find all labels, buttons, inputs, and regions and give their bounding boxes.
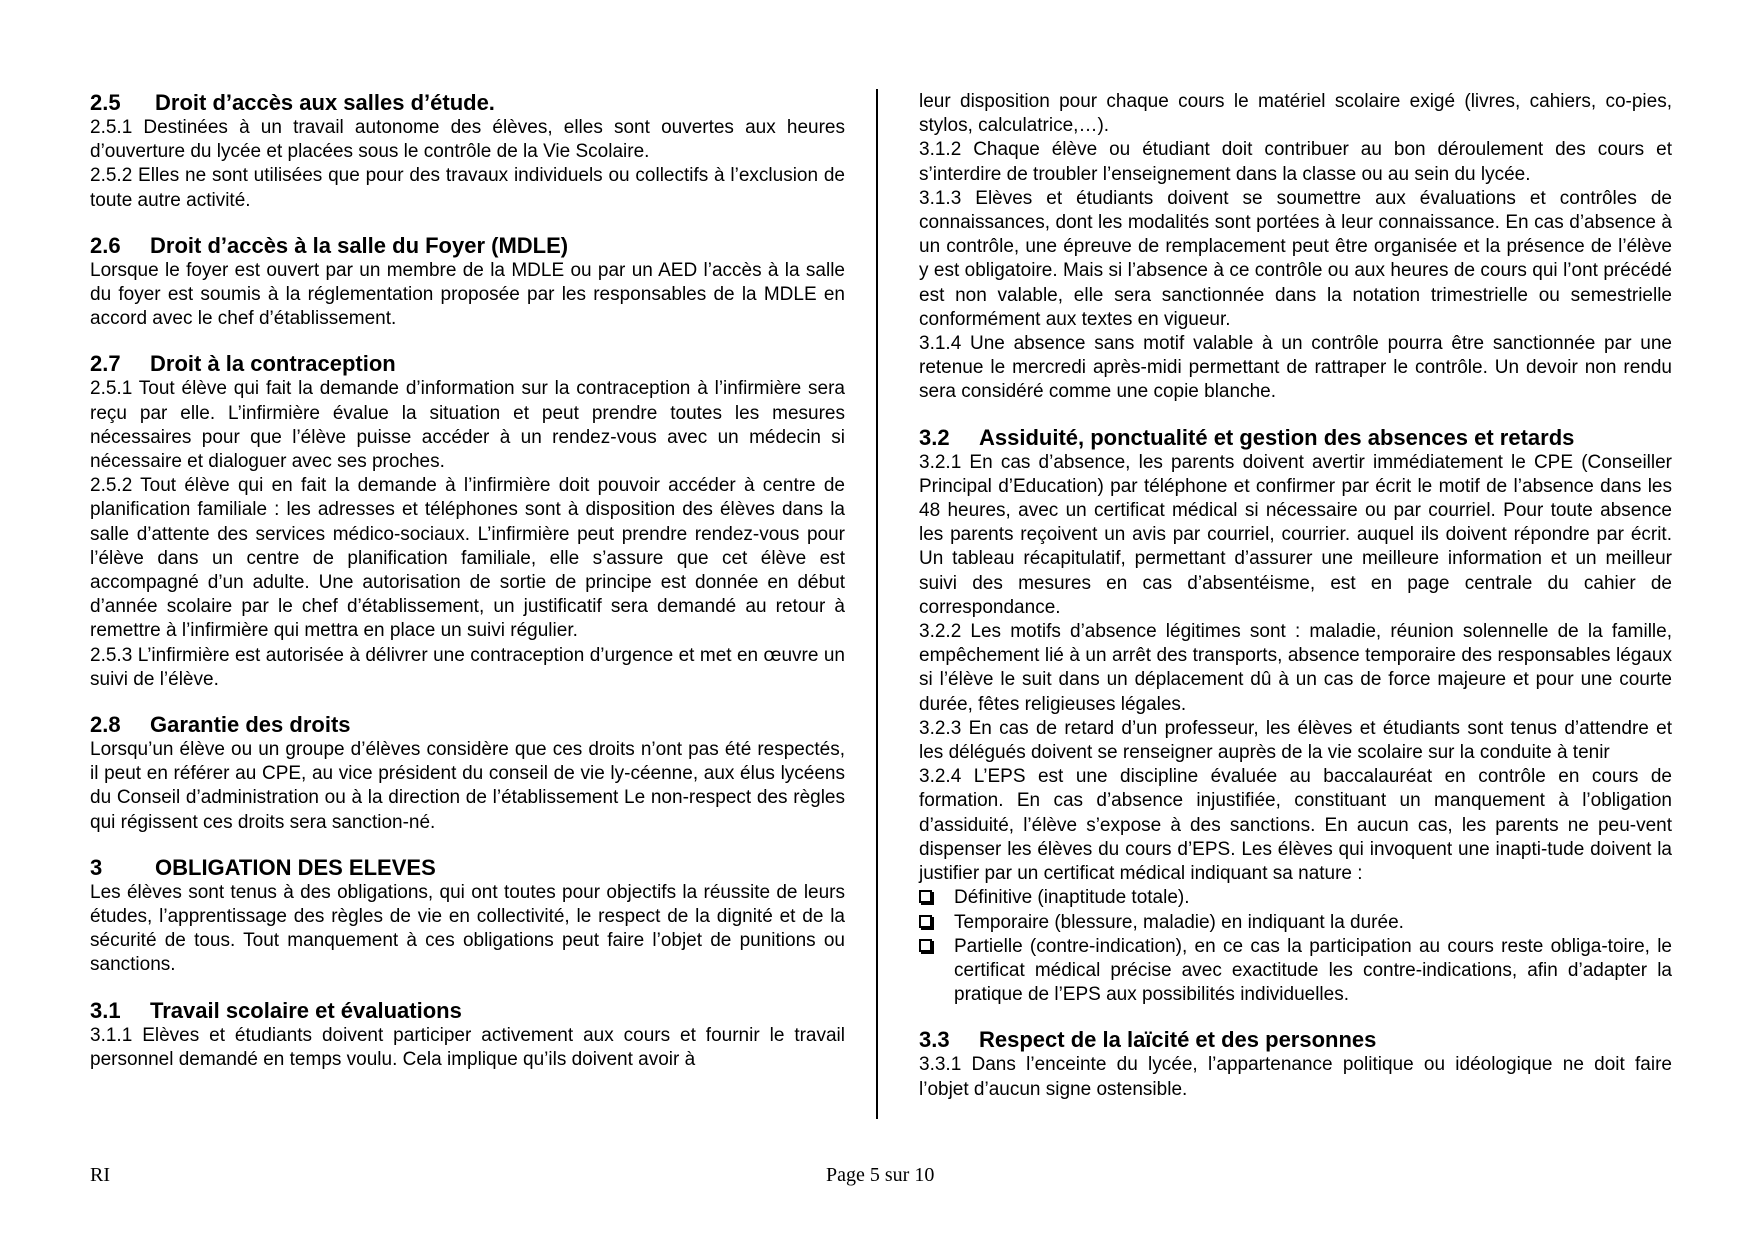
paragraph-2-7-3: 2.5.3 L’infirmière est autorisée à délivrer une contraception d’urgence et met en œuvre un suivi de l’élève. [90, 644, 845, 690]
section-heading-2-6 [90, 233, 845, 259]
section-title: Assiduité, ponctualité et gestion des absences et retards [979, 424, 1575, 450]
section-title: Travail scolaire et évaluations [150, 997, 462, 1023]
list-item [919, 886, 1672, 910]
checkbox-bullet-icon [919, 939, 932, 952]
section-heading-3-2 [919, 425, 1672, 451]
spacer [90, 213, 845, 233]
paragraph-2-8: Lorsqu’un élève ou un groupe d’élèves considère que ces droits n’ont pas été respectés, il peut en référer au CPE, au vice président du conseil de vie ly-céenne, aux élus lycéens du Conseil d’administration ou à la direction de l’établissement Le non-respect des règles qui régissent ces droits sera sanction-né. [90, 739, 845, 833]
paragraph-2-7-1: 2.5.1 Tout élève qui fait la demande d’information sur la contraception à l’infirmière sera reçu par elle. L’infirmière évalue la situation et peut prendre toutes les mesures nécessaires pour que l’élève puisse accéder à un rendez-vous avec un médecin si nécessaire et dialoguer avec ses proches. [90, 378, 845, 473]
paragraph-3-1-2: 3.1.2 Chaque élève ou étudiant doit contribuer au bon déroulement des cours et s’interdire de troubler l’enseignement dans la classe ou au sein du lycée. [919, 139, 1672, 185]
paragraph-2-6: Lorsque le foyer est ouvert par un membre de la MDLE ou par un AED l’accès à la salle du foyer est soumis à la réglementation proposée par les responsables de la MDLE en accord avec le chef d’établissement. [90, 259, 845, 330]
paragraph-2-5-2: 2.5.2 Elles ne sont utilisées que pour des travaux individuels ou collectifs à l’exclusion de toute autre activité. [90, 165, 845, 211]
section-title: Droit à la contraception [150, 351, 396, 377]
section-number: 3.3 [919, 1027, 950, 1053]
footer-document-code: RI [90, 1164, 110, 1186]
checkbox-bullet-icon [919, 890, 932, 903]
list-item-text: Partielle (contre-indication), en ce cas la participation au cours reste obliga-toire, le certificat médical précise avec exactitude les contre-indications, afin d’adapter la pratique de l’EPS aux possibilités individuelles. [954, 935, 1672, 1006]
section-number: 2.6 [90, 232, 121, 258]
spacer [90, 835, 845, 855]
paragraph-3-3-1: 3.3.1 Dans l’enceinte du lycée, l’appartenance politique ou idéologique ne doit faire l’objet d’aucun signe ostensible. [919, 1054, 1672, 1100]
section-number: 3.1 [90, 997, 121, 1023]
list-item [919, 911, 1672, 935]
section-number: 2.5 [90, 90, 121, 115]
section-title: Droit d’accès à la salle du Foyer (MDLE) [150, 232, 569, 258]
paragraph-3-1-4: 3.1.4 Une absence sans motif valable à un contrôle pourra être sanctionnée par une retenue le mercredi après-midi permettant de rattraper le contrôle. Un devoir non rendu sera considéré comme une copie blanche. [919, 333, 1672, 403]
paragraph-3: Les élèves sont tenus à des obligations, qui ont toutes pour objectifs la réussite de leurs études, l’apprentissage des règles de vie en collectivité, le respect de la dignité et de la sécurité de tous. Tout manquement à ces obligations peut faire l’objet de punitions ou sanctions. [90, 881, 845, 976]
column-divider [876, 89, 878, 1119]
paragraph-3-2-3: 3.2.3 En cas de retard d’un professeur, les élèves et étudiants sont tenus d’attendre et les délégués doivent se renseigner auprès de la vie scolaire sur la conduite à tenir [919, 717, 1672, 764]
section-number: 2.8 [90, 712, 121, 738]
right-column [919, 90, 1672, 1102]
section-title: Droit d’accès aux salles d’étude. [155, 90, 495, 115]
section-heading-3 [90, 855, 845, 881]
paragraph-2-7-2: 2.5.2 Tout élève qui en fait la demande à l’infirmière doit pouvoir accéder à centre de planification familiale : les adresses et téléphones sont à disposition des élèves dans la salle d’attente des services médico-sociaux. L’infirmière peut prendre rendez-vous pour l’élève dans un centre de planification familiale, elle s’assure que cet élève est accompagné d’un adulte. Une autorisation de sortie de principe est donnée en début d’année scolaire par le chef d’établissement, un justificatif sera demandé au retour à remettre à l’infirmière qui mettra en place un suivi régulier. [90, 475, 845, 642]
spacer [90, 978, 845, 998]
section-heading-2-5 [90, 90, 845, 116]
left-column [90, 90, 845, 1072]
spacer [90, 692, 845, 712]
paragraph-3-2-1: 3.2.1 En cas d’absence, les parents doivent avertir immédiatement le CPE (Conseiller Principal d’Education) par téléphone et confirmer par écrit le motif de l’absence dans les 48 heures, avec un certificat médical si nécessaire ou par courriel. Pour toute absence les parents reçoivent un avis par courriel, courrier. auquel ils doivent répondre par écrit. Un tableau récapitulatif, permettant d’assurer une meilleure information et un meilleur suivi des mesures en cas d’absentéisme, est en page centrale du cahier de correspondance. [919, 451, 1672, 618]
spacer [90, 331, 845, 351]
section-number: 3.2 [919, 424, 950, 450]
section-number: 3 [90, 854, 103, 880]
section-heading-3-1 [90, 998, 845, 1024]
paragraph-3-2-4: 3.2.4 L’EPS est une discipline évaluée au baccalauréat en contrôle en cours de formation. En cas d’absence injustifiée, constituant un manquement à l’obligation d’assiduité, l’élève s’expose à des sanctions. En aucun cas, les parents ne peu-vent dispenser les élèves du cours d’EPS. Les élèves qui invoquent une inapti-tude doivent la justifier par un certificat médical indiquant sa nature : [919, 766, 1672, 885]
section-title: Garantie des droits [150, 712, 351, 738]
paragraph-3-1-1-continued: leur disposition pour chaque cours le matériel scolaire exigé (livres, cahiers, co-pies, stylos, calculatrice,…). [919, 91, 1672, 137]
section-title: Respect de la laïcité et des personnes [979, 1027, 1377, 1053]
list-item-text: Temporaire (blessure, maladie) en indiquant la durée. [954, 911, 1404, 933]
section-title: OBLIGATION DES ELEVES [155, 854, 436, 880]
section-heading-3-3 [919, 1027, 1672, 1053]
section-heading-2-8 [90, 712, 845, 738]
paragraph-3-1-3: 3.1.3 Elèves et étudiants doivent se soumettre aux évaluations et contrôles de connaissances, dont les modalités sont portées à leur connaissance. En cas d’absence à un contrôle, une épreuve de remplacement peut être organisée et la présence de l’élève y est obligatoire. Mais si l’absence à ce contrôle ou aux heures de cours qui l’ont précédé est non valable, elle sera sanctionnée dans la notation trimestrielle ou semestrielle conformément aux textes en vigueur. [919, 187, 1672, 330]
section-number: 2.7 [90, 351, 121, 377]
footer-page-number: Page 5 sur 10 [826, 1164, 935, 1186]
inaptitude-list [919, 886, 1672, 1007]
list-item [919, 935, 1672, 1008]
spacer [919, 1007, 1672, 1027]
section-heading-2-7 [90, 351, 845, 377]
checkbox-bullet-icon [919, 915, 932, 928]
paragraph-3-1-1: 3.1.1 Elèves et étudiants doivent participer activement aux cours et fournir le travail personnel demandé en temps voulu. Cela implique qu’ils doivent avoir à [90, 1024, 845, 1070]
paragraph-3-2-2: 3.2.2 Les motifs d’absence légitimes sont : maladie, réunion solennelle de la famille, empêchement lié à un arrêt des transports, absence temporaire des responsables légaux si l’élève le suit dans un déplacement dû à un cas de force majeure et pour une courte durée, fêtes religieuses légales. [919, 621, 1672, 715]
list-item-text: Définitive (inaptitude totale). [954, 887, 1190, 909]
spacer [919, 405, 1672, 425]
paragraph-2-5-1: 2.5.1 Destinées à un travail autonome des élèves, elles sont ouvertes aux heures d’ouverture du lycée et placées sous le contrôle de la Vie Scolaire. [90, 117, 845, 163]
